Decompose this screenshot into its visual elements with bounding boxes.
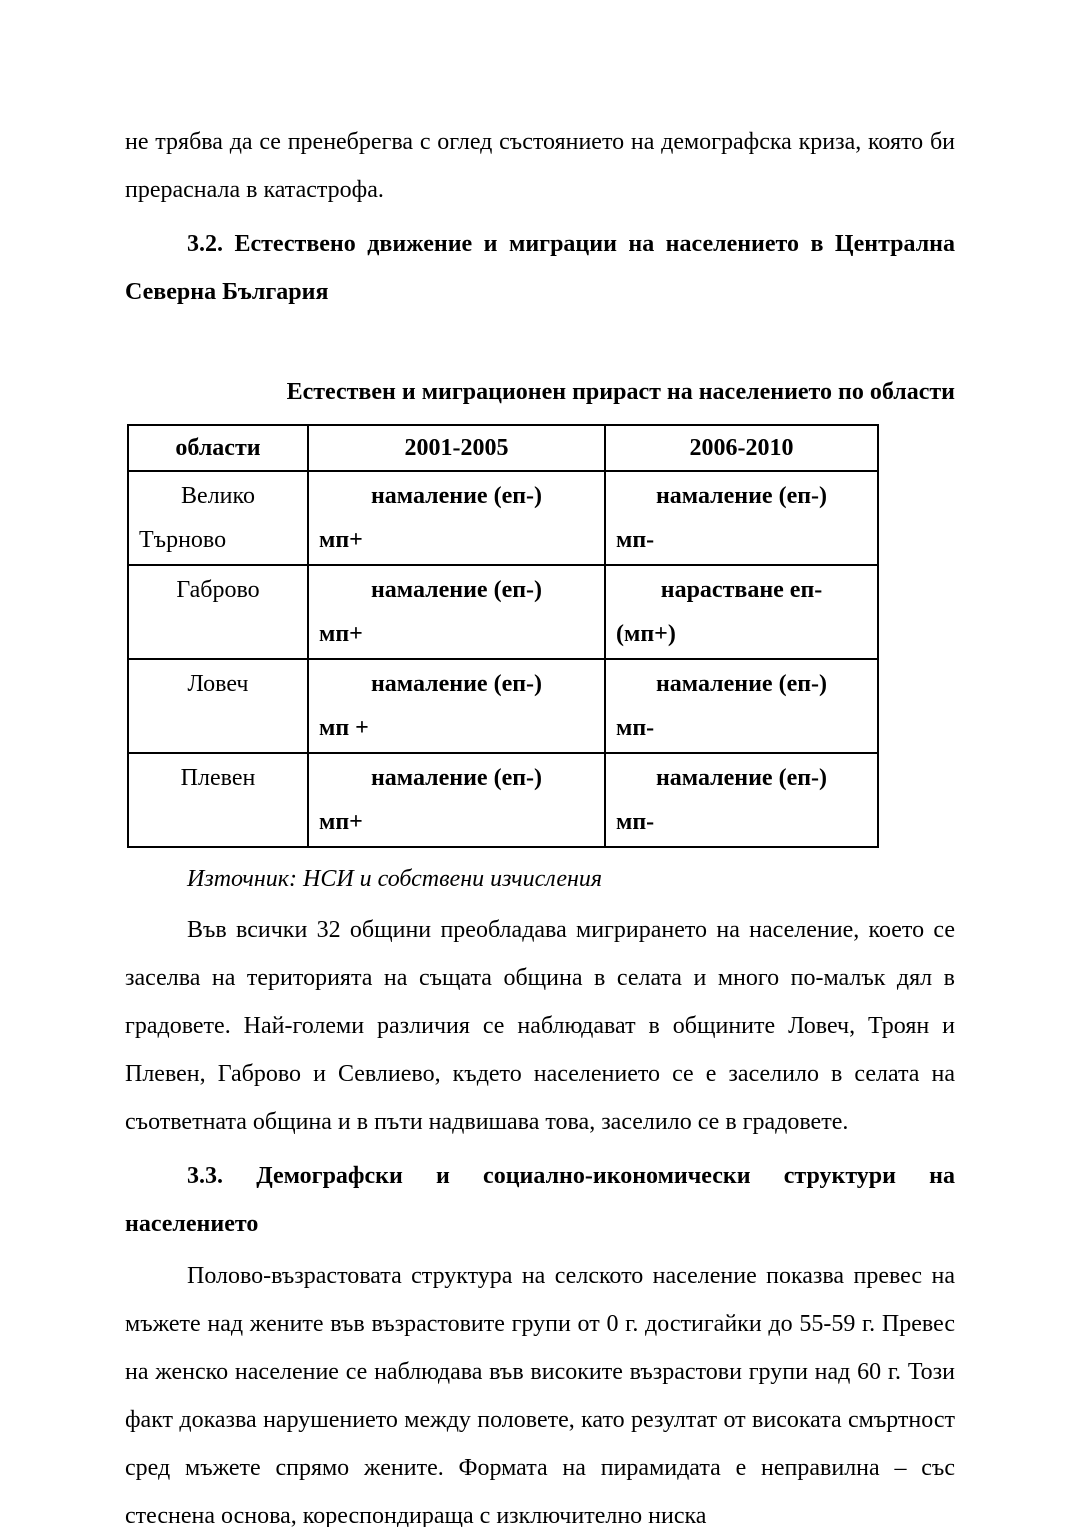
value-line1: нарастване еп-: [660, 577, 823, 603]
value-line2: мп+: [319, 621, 363, 647]
region-name-line2: [139, 800, 297, 844]
table-title: Естествен и миграционен прираст на населението по области: [286, 379, 955, 405]
value-line1: намаление (еп-): [655, 765, 828, 791]
value-cell-period-2: [605, 471, 878, 565]
table-row: [128, 471, 878, 565]
value-line2: мп-: [616, 809, 655, 835]
table-head: [128, 425, 878, 471]
header-region: области: [128, 425, 308, 471]
table-body: [128, 471, 878, 847]
paragraph-3-2: Във всички 32 общини преобладава мигрирането на население, което се заселва на територията на същата община в селата и много по-малък дял в градовете. Най-големи различия се наблюдават в общините Ловеч, Троян и Плевен, Габрово и Севлиево, където населението се е заселило в селата на съответната община и в пъти надвишава това, заселило се в градовете.: [125, 917, 955, 1135]
value-line1: намаление (еп-): [370, 765, 543, 791]
value-line1: намаление (еп-): [655, 483, 828, 509]
value-cell-period-1: [308, 753, 605, 847]
region-cell: [128, 471, 308, 565]
value-cell-period-1: [308, 565, 605, 659]
source-note: Източник: НСИ и собствени изчисления: [187, 866, 603, 892]
region-name-line2: [139, 612, 297, 656]
table-row: [128, 565, 878, 659]
value-line1: намаление (еп-): [655, 671, 828, 697]
table-header-row: [128, 425, 878, 471]
value-line1: намаление (еп-): [370, 483, 543, 509]
table-row: [128, 659, 878, 753]
paragraph-continuation: не трябва да се пренебрегва с оглед състоянието на демографска криза, която би прераснала в катастрофа.: [125, 129, 955, 203]
section-heading-3-2: 3.2. Естествено движение и миграции на населението в Централна Северна България: [125, 231, 955, 305]
header-period-2: 2006-2010: [605, 425, 878, 471]
region-name: Ловеч: [187, 671, 249, 697]
value-line1: намаление (еп-): [370, 671, 543, 697]
value-line2: (мп+): [616, 621, 676, 647]
value-cell-period-2: [605, 753, 878, 847]
value-line2: мп-: [616, 715, 655, 741]
value-line2: мп +: [319, 715, 369, 741]
value-cell-period-1: [308, 659, 605, 753]
header-period-1: 2001-2005: [308, 425, 605, 471]
population-table: [127, 424, 879, 848]
value-cell-period-2: [605, 659, 878, 753]
region-cell: [128, 659, 308, 753]
region-name-line2: [139, 706, 297, 750]
section-heading-3-3: 3.3. Демографски и социално-икономически структури на населението: [125, 1163, 955, 1237]
value-line1: намаление (еп-): [370, 577, 543, 603]
region-name: Плевен: [180, 765, 256, 791]
value-line2: мп-: [616, 527, 655, 553]
paragraph-3-3: Полово-възрастовата структура на селското население показва превес на мъжете над жените във възрастовите групи от 0 г. достигайки до 55-59 г. Превес на женско население се наблюдава във високите възрастови групи над 60 г. Този факт доказва нарушението между половете, като резултат от високата смъртност сред мъжете спрямо жените. Формата на пирамидата е неправилна – със стеснена основа, кореспондираща с изключително ниска: [125, 1263, 955, 1527]
table-row: [128, 753, 878, 847]
value-cell-period-2: [605, 565, 878, 659]
region-cell: [128, 565, 308, 659]
region-cell: [128, 753, 308, 847]
region-name: Велико: [181, 483, 255, 509]
value-line2: мп+: [319, 527, 363, 553]
region-name-line2: Търново: [139, 527, 227, 553]
value-line2: мп+: [319, 809, 363, 835]
region-name: Габрово: [176, 577, 260, 603]
value-cell-period-1: [308, 471, 605, 565]
